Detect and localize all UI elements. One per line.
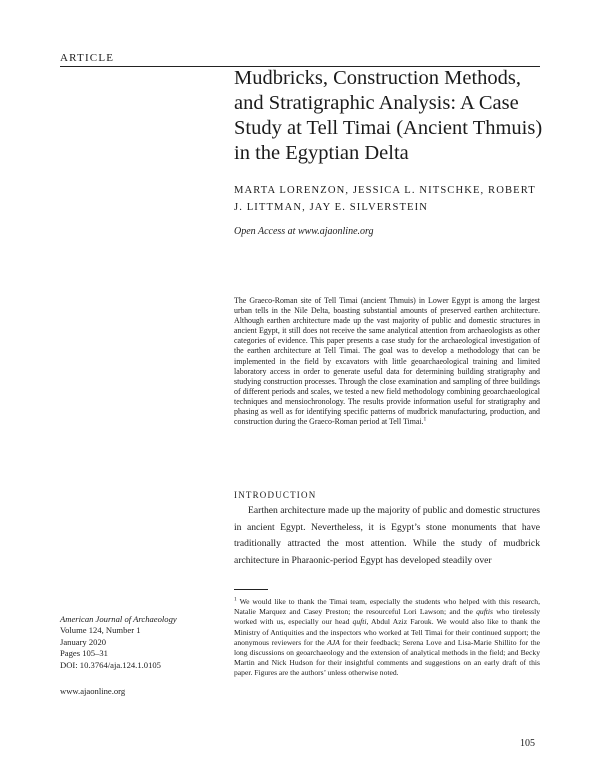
journal-website-link[interactable]: www.ajaonline.org [60,686,126,696]
abstract-text: The Graeco-Roman site of Tell Timai (ancient Thmuis) in Lower Egypt is among the largest urban tells in the Nile Delta, boasting substantial amounts of preserved earthen architecture. Although earthen architecture made up the vast majority of public and domestic structures in ancient Egypt, it still does not receive the same analytical attention from archaeologists as other categories of evidence. This paper presents a case study for the archaeological investigation of the earthen architecture at Tell Timai. The goal was to develop a methodology that can be implemented in the field by excavators with little geoarchaeological training and limited laboratory access in order to generate useful data for determining building stratigraphy and studying construction processes. Through the close examination and sampling of three buildings of different periods and scales, we tested a new field methodology combining geoarchaeological techniques and mensiochronology. The results provide information useful for stratigraphy and phasing as well as for identifying specific patterns of mudbrick manufacturing, production, and construction during the Graeco-Roman period at Tell Timai. [234,296,540,427]
article-title: Mudbricks, Construction Methods, and Stratigraphic Analysis: A Case Study at Tell Timai (Ancient Thmuis) in the Egyptian Delta [234,67,543,164]
footnote-text: for their feedback; Serena Love and Lisa-Marie Shillito for the long discussions on geoarchaeology and the extension of analytical methods in the field; and Becky Martin and Nick Hudson for their insightful comments and suggestions on an early draft of this paper. Figures are the authors’ unless otherwise noted. [234,637,540,678]
abstract [234,296,540,427]
introduction-text: Earthen architecture made up the majority of public and domestic structures in ancient Egypt. Nevertheless, it is Egypt’s stone monuments that have traditionally attracted the most attention. While the study of mudbrick architecture in Pharaonic-period Egypt has developed steadily over [234,505,540,566]
section-label: ARTICLE [60,52,115,64]
introduction-paragraph [234,503,540,569]
author-list: MARTA LORENZON, JESSICA L. NITSCHKE, ROBERT J. LITTMAN, JAY E. SILVERSTEIN [234,185,536,213]
journal-info [60,614,177,671]
footnote-marker: 1 [234,596,237,603]
introduction-heading: INTRODUCTION [234,490,317,500]
page-number: 105 [520,738,535,749]
footnote-italic-term: qufti [352,617,367,627]
journal-doi[interactable]: DOI: 10.3764/aja.124.1.0105 [60,659,161,670]
footnote-journal-abbrev: AJA [327,637,340,647]
journal-name: American Journal of Archaeology [60,614,177,624]
footnote-text: who tirelessly worked with us, especially our head [234,607,540,627]
journal-volume: Volume 124, Number 1 [60,625,141,636]
footnote-ref[interactable]: 1 [423,416,427,423]
footnote-rule [234,589,268,590]
footnote-text: We would like to thank the Timai team, especially the students who helped with this research, Natalie Marquez and Casey Preston; the resourceful Lori Lawson; and the [234,597,540,617]
journal-pages: Pages 105–31 [60,648,108,659]
footnote-text: , Abdul Aziz Farouk. We would also like to thank the Ministry of Antiquities and the inspectors who worked at Tell Timai for their continued support; the anonymous reviewers for the [234,617,540,647]
journal-date: January 2020 [60,636,107,647]
footnote-italic-term: quftis [476,607,493,617]
open-access-notice[interactable]: Open Access at www.ajaonline.org [234,226,374,237]
footnote [234,597,540,679]
